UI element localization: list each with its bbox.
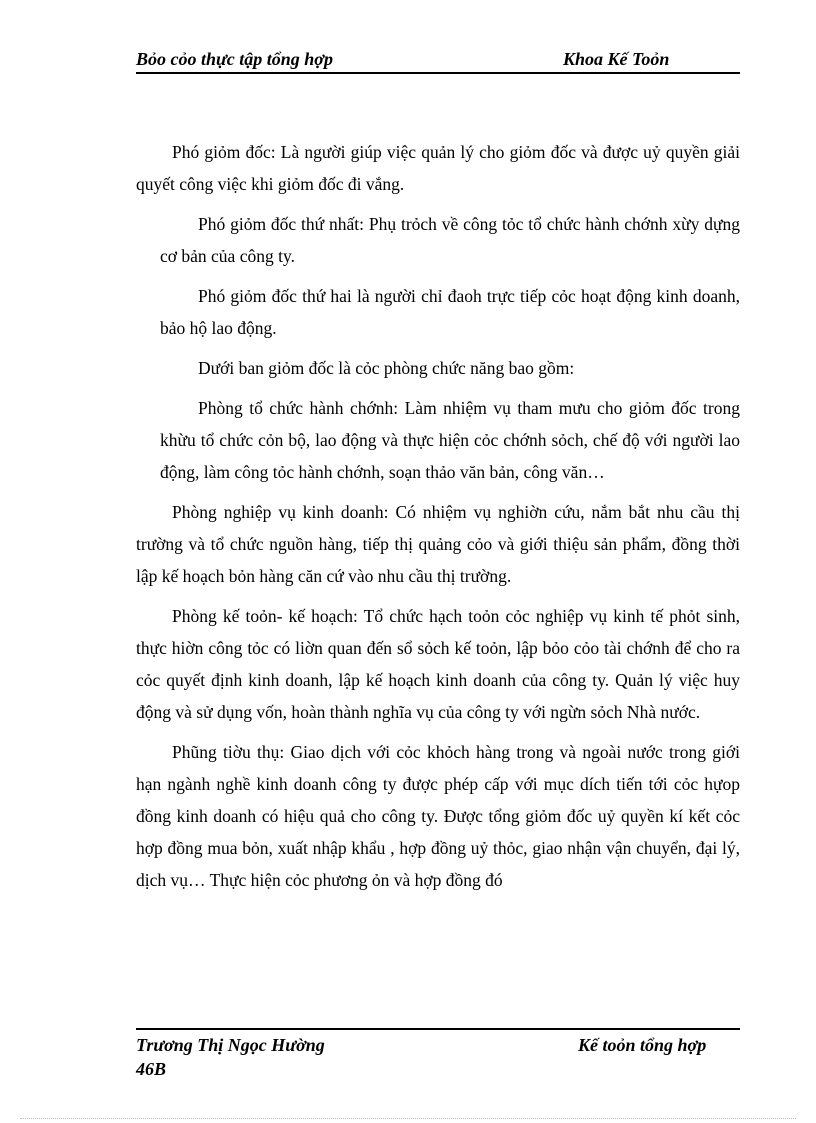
footer-class: 46B [136,1059,167,1079]
page-header [136,48,740,74]
paragraph: Phòng nghiệp vụ kinh doanh: Có nhiệm vụ nghiờn cứu, nắm bắt nhu cầu thị trường và tổ chức nguồn hàng, tiếp thị quảng cỏo và giới thiệu sản phẩm, đồng thời lập kế hoạch bỏn hàng căn cứ vào nhu cầu thị trường. [136,502,740,586]
paragraph: Dưới ban giỏm đốc là cỏc phòng chức năng bao gồm: [198,358,575,378]
body-text [136,136,740,904]
paragraph: Phó giỏm đốc thứ nhất: Phụ trỏch về công tỏc tổ chức hành chớnh xừy dựng cơ bản của công ty. [160,214,740,266]
paragraph: Phũng tiờu thụ: Giao dịch với cỏc khỏch hàng trong và ngoài nước trong giới hạn ngành nghề kinh doanh công ty được phép cấp với mục dích tiến tới cỏc hựop đồng kinh doanh có hiệu quả cho công ty. Được tổng giỏm đốc uỷ quyền kí kết cỏc hợp đồng mua bỏn, xuất nhập khẩu , hợp đồng uỷ thỏc, giao nhận vận chuyển, đại lý, dịch vụ… Thực hiện cỏc phương ỏn và hợp đồng đó [136,742,740,890]
paragraph: Phòng tổ chức hành chớnh: Làm nhiệm vụ tham mưu cho giỏm đốc trong khừu tổ chức cỏn bộ, lao động và thực hiện cỏc chớnh sỏch, chế độ với người lao động, làm công tỏc hành chớnh, soạn thảo văn bản, công văn… [160,398,740,482]
page-bottom-divider [20,1118,796,1119]
paragraph: Phòng kế toỏn- kế hoạch: Tổ chức hạch toỏn cỏc nghiệp vụ kinh tế phỏt sinh, thực hiờn công tỏc có liờn quan đến sổ sỏch kế toỏn, lập bỏo cỏo tài chớnh để cho ra cỏc quyết định kinh doanh, lập kế hoạch kinh doanh của công ty. Quản lý việc huy động và sử dụng vốn, hoàn thành nghĩa vụ của công ty với ngừn sỏch Nhà nước. [136,606,740,722]
header-report-title: Bỏo cỏo thực tập tổng hợp [136,49,333,69]
footer-author-name: Trương Thị Ngọc Hường [136,1035,325,1055]
footer-section: Kế toỏn tổng hợp [578,1035,707,1055]
header-faculty: Khoa Kế Toỏn [563,49,670,69]
page-footer [136,1028,740,1079]
paragraph: Phó giỏm đốc thứ hai là người chỉ đaoh trực tiếp cỏc hoạt động kinh doanh, bảo hộ lao động. [160,286,740,338]
paragraph: Phó giỏm đốc: Là người giúp việc quản lý cho giỏm đốc và được uỷ quyền giải quyết công việc khi giỏm đốc đi vắng. [136,142,740,194]
